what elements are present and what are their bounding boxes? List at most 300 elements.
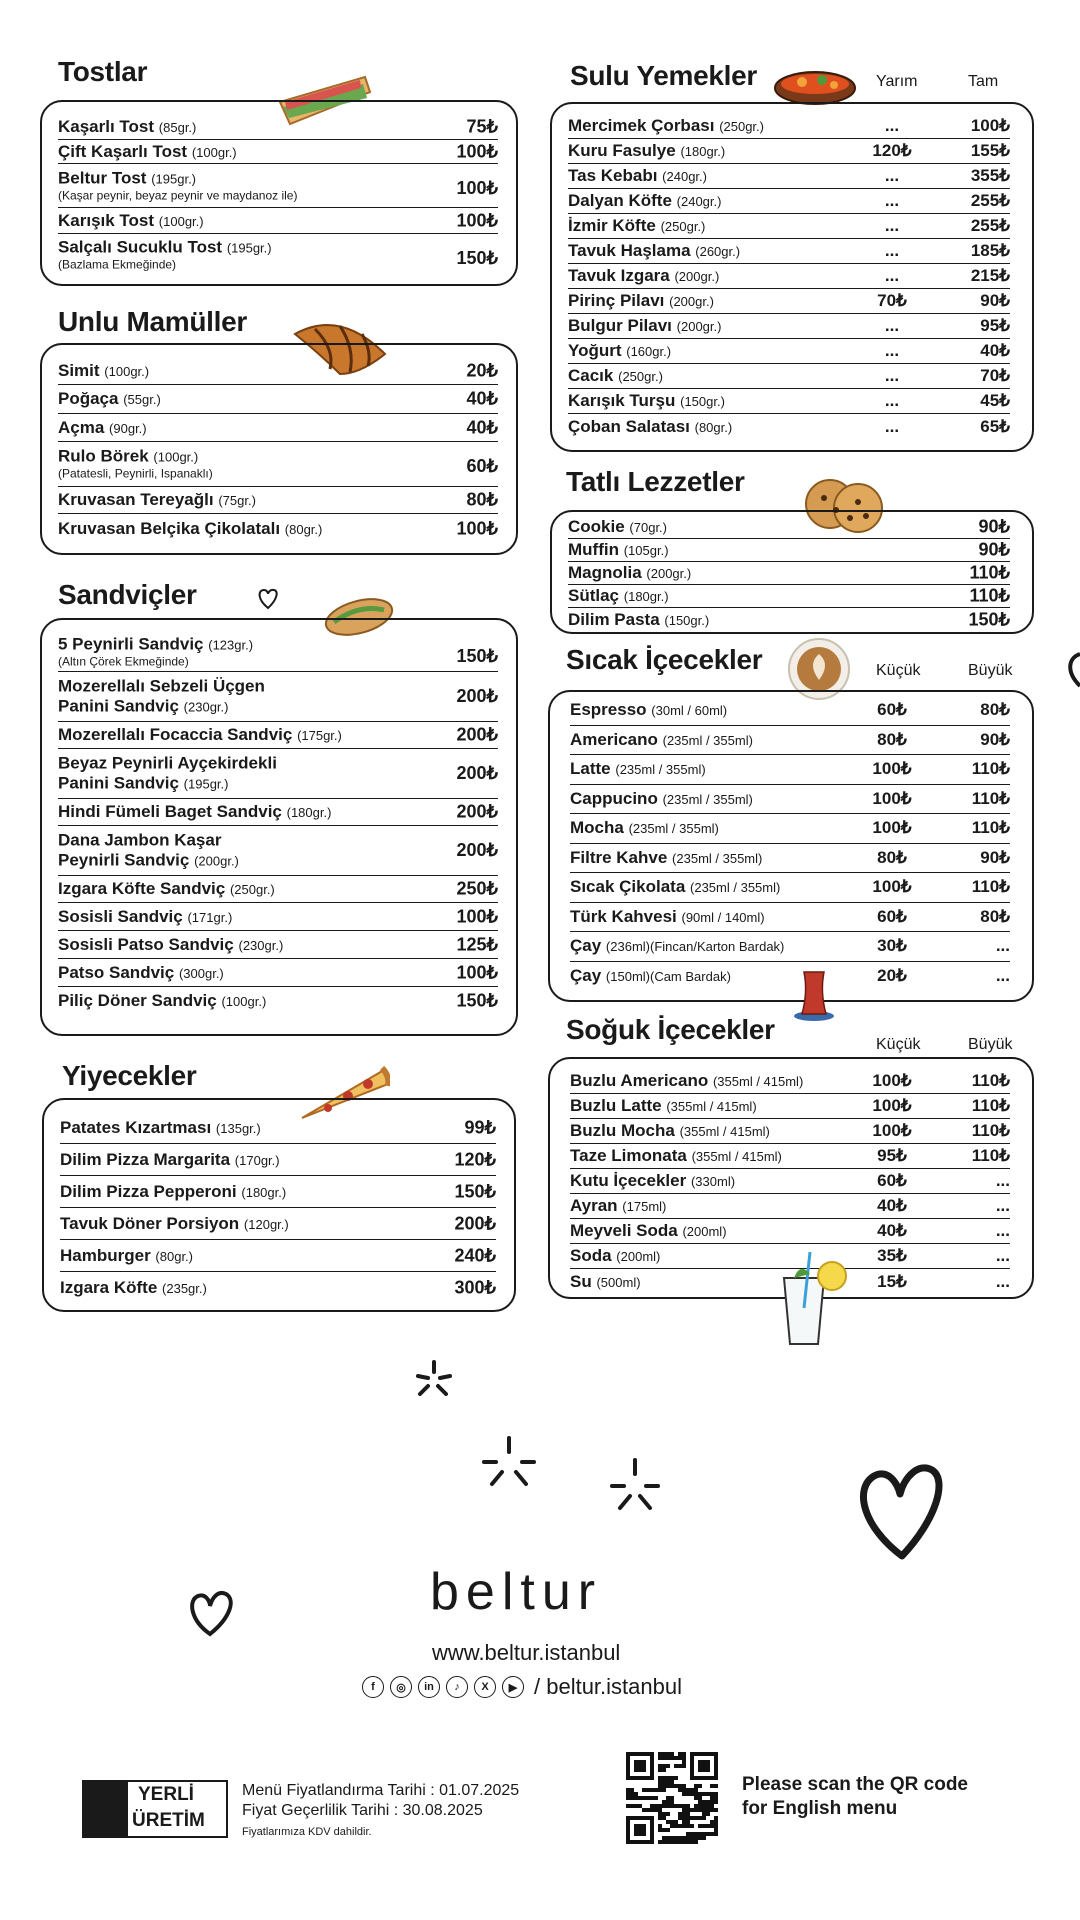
x-icon[interactable]: X [474,1676,496,1698]
item-title: Sosisli Sandviç [58,906,183,926]
item-price-small: ... [884,166,900,185]
section-title: Yiyecekler [62,1060,197,1091]
item-price: 100₺ [456,210,498,230]
item-size: (200gr.) [194,853,239,869]
item-size: (355ml / 415ml) [679,1123,770,1139]
menu-item-row [58,234,498,276]
column-header-small: Küçük [876,662,921,679]
item-name [570,1196,666,1216]
item-title-line2: Panini Sandviç [58,696,179,716]
item-price-small: 40₺ [877,1221,907,1240]
item-name [60,1149,280,1169]
item-size: (235ml / 355ml) [615,762,706,778]
item-price-small: 60₺ [877,1171,907,1190]
item-price: 200₺ [456,840,498,860]
menu-item-row [58,672,498,722]
sparkle-doodle-icon [610,1458,660,1517]
item-price-large: ... [995,1246,1010,1265]
menu-item-row [58,826,498,876]
item-title: Izgara Köfte [60,1277,158,1297]
item-price-large: 110₺ [971,1146,1010,1165]
item-price-large: ... [995,966,1010,986]
menu-item-row [568,114,1010,139]
item-title: Taze Limonata [570,1145,687,1165]
menu-item-row [570,844,1010,874]
item-name [60,1117,261,1137]
item-title: Simit [58,360,100,380]
item-price: 40₺ [466,388,498,409]
item-price-small: ... [884,366,900,385]
lemonade-glass-illustration [770,1248,850,1355]
item-price-large: 95₺ [980,316,1010,335]
item-name [58,490,256,510]
item-size: (105gr.) [623,542,669,558]
item-size: (195gr.) [151,171,197,187]
item-size: (100gr.) [104,363,150,379]
section-title: Unlu Mamüller [58,306,248,337]
item-price: 150₺ [456,646,498,666]
item-title: Buzlu Latte [570,1095,662,1115]
item-size: (355ml / 415ml) [666,1098,757,1114]
menu-item-row [570,785,1010,815]
item-title: Americano [570,729,658,749]
item-price-large: 110₺ [971,759,1010,779]
qr-instruction-line1: Please scan the QR code [742,1774,968,1795]
item-title: Mercimek Çorbası [568,115,715,135]
menu-item-row [568,414,1010,439]
menu-item-row [60,1208,496,1240]
section-title: Tatlı Lezzetler [566,466,745,497]
item-title: Mozerellalı Focaccia Sandviç [58,724,293,744]
item-size: (123gr.) [208,637,254,653]
item-title: Piliç Döner Sandviç [58,990,217,1010]
item-name [60,1245,193,1265]
website-link[interactable]: www.beltur.istanbul [432,1640,621,1665]
item-title: Kaşarlı Tost [58,116,155,136]
item-title: Poğaça [58,388,119,408]
menu-item-row [568,339,1010,364]
item-size: (195gr.) [183,776,229,792]
menu-item-row [568,289,1010,314]
item-size: (171gr.) [187,909,233,925]
item-price-large: ... [995,1196,1010,1215]
item-title: Tavuk Haşlama [568,240,691,260]
social-handle[interactable]: / beltur.istanbul [534,1674,682,1699]
item-title: 5 Peynirli Sandviç [58,634,204,654]
yerli-uretim-badge [82,1780,228,1838]
item-name [58,168,297,203]
item-name [58,389,161,409]
item-title: Yoğurt [568,340,622,360]
item-name [60,1181,286,1201]
menu-item-row [58,876,498,903]
item-title: Hamburger [60,1245,151,1265]
unlu-box [40,343,518,555]
menu-item-row [58,414,498,442]
item-title: Espresso [570,700,647,720]
item-name [568,416,732,436]
item-title: Magnolia [568,562,642,582]
item-price-small: 100₺ [872,759,912,779]
item-price-large: 110₺ [971,788,1010,808]
section-title: Tostlar [58,56,148,87]
item-title-line2: Peynirli Sandviç [58,850,190,870]
item-name [568,517,667,537]
item-title: Sosisli Patso Sandviç [58,934,234,954]
item-price-small: 100₺ [872,788,912,808]
item-price-large: 255₺ [970,216,1010,235]
item-price-small: ... [884,266,900,285]
item-name [568,341,671,361]
item-name [58,962,224,982]
item-price: 250₺ [456,878,498,899]
item-title: Kutu İçecekler [570,1170,687,1190]
item-price-large: 110₺ [971,818,1010,838]
validity-date: Fiyat Geçerlilik Tarihi : 30.08.2025 [242,1802,483,1819]
item-size: (30ml / 60ml) [651,703,728,719]
tatli-box [550,510,1034,634]
menu-item-row [58,487,498,514]
item-price-large: 110₺ [971,877,1010,897]
social-links [362,1674,682,1700]
menu-item-row [570,814,1010,844]
section-title: Sıcak İçecekler [566,644,763,675]
item-size: (200gr.) [646,565,692,581]
menu-item-row [60,1112,496,1144]
item-price-large: ... [995,1221,1010,1240]
item-title: Rulo Börek [58,446,149,466]
menu-item-row [58,987,498,1015]
item-name [570,789,753,809]
item-name [58,802,331,822]
menu-item-row [60,1144,496,1176]
item-size: (80gr.) [694,419,733,435]
item-price: 99₺ [464,1117,496,1137]
item-price: 100₺ [456,141,498,161]
item-price-large: ... [995,1171,1010,1190]
item-price-small: 80₺ [877,847,907,867]
menu-item-row [570,726,1010,756]
item-name [568,609,709,629]
menu-item-row [568,164,1010,189]
item-title: Tavuk Döner Porsiyon [60,1213,240,1233]
item-title: Hindi Fümeli Baget Sandviç [58,801,282,821]
item-title: Filtre Kahve [570,847,668,867]
item-price-large: 90₺ [980,729,1010,749]
item-title: Latte [570,759,611,779]
item-price-small: ... [884,216,900,235]
item-title: Beltur Tost [58,168,147,188]
item-price: 200₺ [456,724,498,745]
section-title: Soğuk İçecekler [566,1014,775,1045]
item-title: Dana Jambon Kaşar [58,830,222,850]
menu-item-row [58,442,498,487]
item-name [568,216,705,236]
item-size: (175gr.) [297,727,342,743]
item-price: 200₺ [456,801,498,822]
menu-item-row [568,608,1010,631]
item-name [570,818,719,838]
item-price: 100₺ [456,518,498,539]
item-title: Karışık Tost [58,210,155,230]
item-title: İzmir Köfte [568,215,656,235]
tostlar-box [40,100,518,286]
item-size: (235ml / 355ml) [662,732,753,748]
item-price: 150₺ [454,1181,496,1201]
menu-item-row [570,1094,1010,1119]
item-name [58,634,253,669]
item-price-large: 110₺ [971,1096,1010,1115]
item-size: (235ml / 355ml) [690,880,781,896]
item-price: 20₺ [466,360,498,380]
menu-item-row [60,1272,496,1304]
item-title: Patates Kızartması [60,1117,212,1137]
item-title: Kruvasan Tereyağlı [58,489,214,509]
item-name [58,116,196,136]
item-price-large: 355₺ [970,166,1010,185]
menu-item-row [570,1219,1010,1244]
menu-item-row [570,755,1010,785]
item-price: 80₺ [466,489,498,510]
item-size: (200gr.) [676,318,722,334]
item-title: Çoban Salatası [568,416,690,436]
item-name [60,1278,207,1298]
menu-item-row [568,364,1010,389]
item-size: (80gr.) [155,1248,193,1264]
item-price-small: ... [884,116,900,135]
item-price: 150₺ [968,609,1010,629]
item-size: (90gr.) [109,420,147,436]
item-name [568,291,714,311]
item-price-small: 15₺ [877,1271,907,1291]
column-header-large: Büyük [968,1036,1013,1053]
item-price-large: 110₺ [971,1071,1010,1090]
item-price-large: 215₺ [970,266,1010,285]
column-header-small: Küçük [876,1036,921,1053]
item-size: (100gr.) [158,213,204,229]
item-size: (70gr.) [629,519,667,535]
item-price-large: 155₺ [970,141,1010,160]
item-name [570,936,784,956]
item-name [58,447,213,482]
item-size: (75gr.) [218,492,256,508]
item-price: 90₺ [978,516,1010,537]
menu-item-row [570,1144,1010,1169]
badge-line1: YERLİ [138,1784,194,1805]
item-name [570,907,765,927]
item-title: Izgara Köfte Sandviç [58,878,226,898]
item-name [568,586,669,606]
item-title: Türk Kahvesi [570,906,677,926]
menu-item-row [60,1240,496,1272]
item-size: (250gr.) [229,881,275,897]
menu-item-row [570,903,1010,933]
item-name [570,1146,782,1166]
item-price-small: 40₺ [877,1196,907,1215]
menu-item-row [568,314,1010,339]
menu-item-row [570,932,1010,962]
item-price-small: ... [884,341,900,360]
item-price: 110₺ [969,562,1010,583]
item-name [58,906,232,926]
item-title: Ayran [570,1195,618,1215]
menu-item-row [58,931,498,959]
item-name [568,191,721,211]
sicak-box [548,690,1034,1002]
item-title: Çift Kaşarlı Tost [58,141,188,161]
item-title: Dilim Pizza Pepperoni [60,1181,237,1201]
item-price-small: ... [884,391,900,410]
item-size: (170gr.) [234,1152,280,1168]
heart-doodle-icon [186,1588,234,1643]
item-title: Muffin [568,539,619,559]
item-price-small: 95₺ [877,1146,907,1165]
item-price-small: 20₺ [877,966,907,986]
item-name [58,934,283,954]
item-size: (240gr.) [662,168,707,184]
item-name [568,391,725,411]
item-name [570,1121,770,1141]
qr-code[interactable] [626,1752,718,1844]
item-price: 110₺ [969,585,1010,606]
item-title: Meyveli Soda [570,1220,678,1240]
item-price-large: 70₺ [980,366,1010,385]
item-name [570,1096,757,1116]
vat-note: Fiyatlarımıza KDV dahildir. [242,1826,372,1838]
item-size: (135gr.) [215,1120,261,1136]
linkedin-icon[interactable]: in [418,1676,440,1698]
item-name [568,563,691,583]
item-price-large: 65₺ [980,416,1010,436]
item-size: (150ml)(Cam Bardak) [605,969,731,985]
item-size: (355ml / 415ml) [691,1148,782,1164]
item-price-small: 80₺ [877,729,907,749]
item-title: Buzlu Mocha [570,1120,675,1140]
menu-item-row [570,1119,1010,1144]
item-name [568,540,669,560]
badge-line2: ÜRETİM [132,1810,205,1831]
item-title: Beyaz Peynirli Ayçekirdekli [58,753,277,773]
item-price: 150₺ [456,990,498,1011]
instagram-icon[interactable]: ◎ [390,1676,412,1698]
item-size: (236ml)(Fincan/Karton Bardak) [605,939,785,955]
item-size: (250gr.) [618,368,663,384]
item-size: (260gr.) [695,243,741,259]
item-size: (180gr.) [241,1184,287,1200]
item-size: (230gr.) [238,937,284,953]
item-size: (150gr.) [664,612,710,628]
sandvicler-box [40,618,518,1036]
item-price: 200₺ [456,686,498,706]
item-size: (160gr.) [626,343,672,359]
item-price: 40₺ [466,417,498,437]
item-name [568,316,721,336]
item-name [58,830,239,871]
item-price: 240₺ [454,1245,496,1265]
item-size: (300gr.) [178,965,224,981]
item-name [570,848,762,868]
tea-glass-illustration [790,962,838,1027]
item-name [58,753,277,794]
item-size: (180gr.) [623,588,669,604]
facebook-icon[interactable]: f [362,1676,384,1698]
item-name [58,360,149,380]
column-header-half: Yarım [876,73,918,90]
item-name [58,725,342,745]
item-note: (Kaşar peynir, beyaz peynir ve maydanoz ile) [58,188,298,203]
item-title: Sıcak Çikolata [570,877,686,897]
item-size: (120gr.) [243,1216,289,1232]
item-name [568,166,707,186]
item-name [570,1071,803,1091]
item-name [58,991,266,1011]
item-title: Kuru Fasulye [568,140,676,160]
item-price-small: 60₺ [877,700,907,720]
item-price-large: 90₺ [980,847,1010,867]
item-title: Açma [58,417,105,437]
item-name [568,141,725,161]
menu-item-row [570,1194,1010,1219]
menu-item-row [570,696,1010,726]
item-size: (200ml) [616,1248,661,1264]
item-title: Mozerellalı Sebzeli Üçgen [58,676,265,696]
menu-item-row [60,1176,496,1208]
menu-item-row [568,389,1010,414]
sparkle-doodle-icon [412,1358,456,1407]
item-size: (195gr.) [226,240,272,256]
item-price: 60₺ [466,456,498,476]
menu-item-row [568,516,1010,539]
item-name [570,877,780,897]
item-name [568,241,740,261]
item-size: (230gr.) [183,699,229,715]
item-price: 200₺ [454,1213,496,1233]
item-price-large: ... [995,936,1010,956]
item-name [58,879,275,899]
menu-item-row [58,357,498,385]
menu-item-row [58,799,498,826]
item-price: 300₺ [454,1277,496,1298]
item-note: (Patatesli, Peynirli, Ispanaklı) [58,467,213,481]
item-price-large: 45₺ [980,391,1010,410]
item-name [58,676,265,717]
item-size: (175ml) [622,1198,667,1214]
item-price: 100₺ [456,178,498,198]
tiktok-icon[interactable]: ♪ [446,1676,468,1698]
item-price-small: 120₺ [872,141,912,160]
item-size: (200ml) [682,1223,727,1239]
item-size: (80gr.) [284,521,323,537]
section-title: Sandviçler [58,579,197,610]
menu-item-row [568,264,1010,289]
item-title: Mocha [570,818,624,838]
item-name [58,210,204,230]
item-name [570,1171,735,1191]
item-name [570,700,727,720]
item-size: (55gr.) [123,391,161,407]
item-size: (235ml / 355ml) [628,821,719,837]
menu-item-row [58,632,498,672]
heart-doodle-icon [1066,650,1080,695]
heart-doodle-icon [255,585,281,616]
menu-item-row [570,873,1010,903]
item-title: Çay [570,966,602,986]
youtube-icon[interactable]: ▶ [502,1676,524,1698]
menu-item-row [58,208,498,234]
item-price: 75₺ [466,116,498,136]
item-name [570,966,731,986]
menu-item-row [568,562,1010,585]
